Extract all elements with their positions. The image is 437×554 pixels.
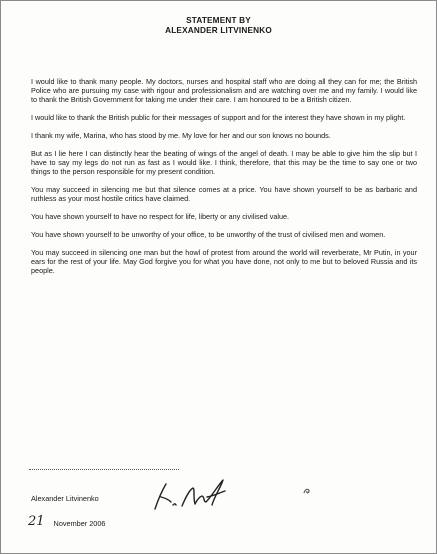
paragraph: But as I lie here I can distinctly hear the beating of wings of the angel of death. I may be able to give him the slip but I have to say my legs do not run as fast as I would like. I think, therefore, that this may be the time to say one or two things to the person responsible for my present condition. bbox=[31, 148, 417, 177]
title-line-2: ALEXANDER LITVINENKO bbox=[165, 26, 272, 35]
paragraph: I thank my wife, Marina, who has stood by me. My love for her and our son knows no bounds. bbox=[31, 131, 331, 140]
paragraph: You have shown yourself to have no respect for life, liberty or any civilised value. bbox=[31, 212, 290, 221]
statement-title bbox=[1, 16, 436, 36]
handwritten-signature bbox=[151, 475, 246, 515]
paragraph: I would like to thank the British public for their messages of support and for the interest they have shown in my plight. bbox=[31, 113, 406, 123]
signature-dotted-line bbox=[29, 469, 179, 470]
statement-body bbox=[31, 77, 417, 284]
paragraph: I would like to thank many people. My doctors, nurses and hospital staff who are doing all they can for me; the British Police who are pursuing my case with rigour and professionalism and are watching over me and my family. I would like to thank the British Government for taking me under their care. I am honoured to be a British citizen. bbox=[31, 77, 417, 105]
paragraph: You may succeed in silencing one man but the howl of protest from around the world will reverberate, Mr Putin, in your ears for the rest of your life. May God forgive you for what you have done, not only to me but to beloved Russia and its people. bbox=[31, 247, 417, 275]
ink-mark bbox=[301, 485, 313, 497]
paragraph: You have shown yourself to be unworthy of your office, to be unworthy of the trust of civilised men and women. bbox=[31, 229, 386, 239]
statement-date bbox=[28, 515, 105, 528]
date-month-year: November 2006 bbox=[53, 519, 106, 528]
date-day: 21 bbox=[28, 514, 45, 529]
paragraph: You may succeed in silencing me but that silence comes at a price. You have shown yourself to be as barbaric and ruthless as your most hostile critics have claimed. bbox=[31, 185, 417, 204]
title-line-1: STATEMENT BY bbox=[186, 16, 251, 25]
signatory-name: Alexander Litvinenko bbox=[31, 494, 99, 503]
